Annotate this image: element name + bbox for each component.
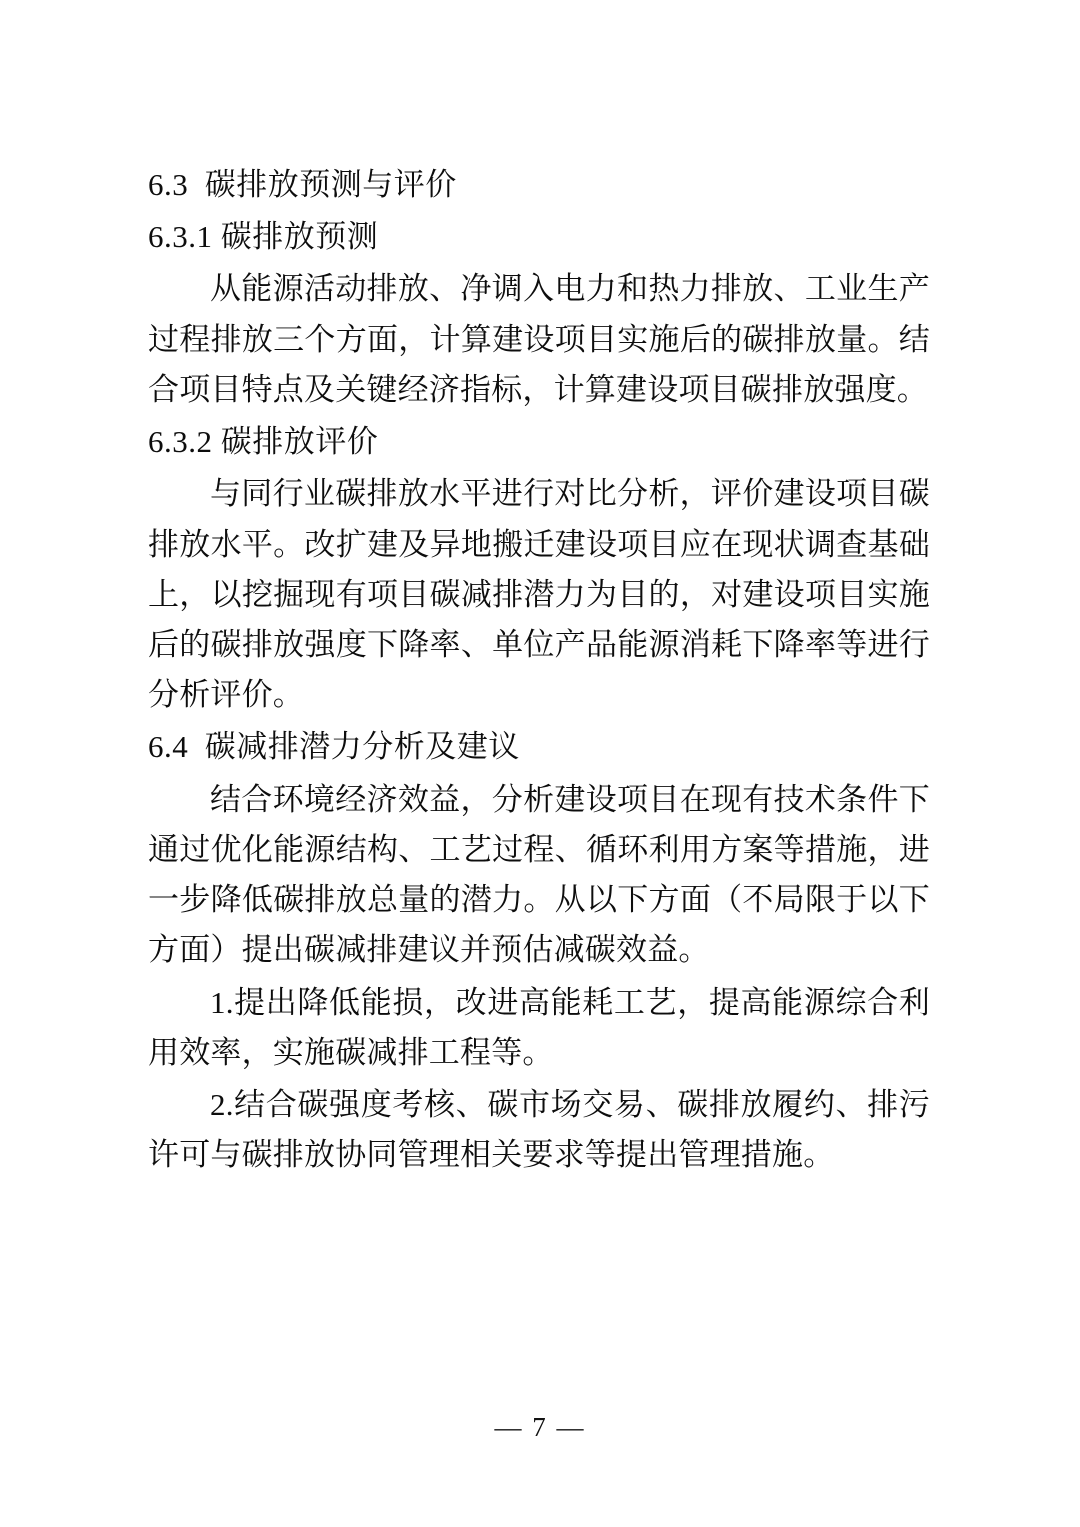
list-item: 1.提出降低能损，改进高能耗工艺，提高能源综合利用效率，实施碳减排工程等。 bbox=[148, 984, 930, 1070]
page-number: — 7 — bbox=[494, 1412, 586, 1442]
list-item: 2.结合碳强度考核、碳市场交易、碳排放履约、排污许可与碳排放协同管理相关要求等提出管理措施。 bbox=[148, 1086, 930, 1173]
section-heading-6-3-2: 6.3.2 碳排放评价 bbox=[148, 424, 379, 460]
section-heading-6-4: 6.4 碳减排潜力分析及建议 bbox=[148, 729, 520, 765]
paragraph-6-3-2: 与同行业碳排放水平进行对比分析，评价建设项目碳排放水平。改扩建及异地搬迁建设项目应在现状调查基础上，以挖掘现有项目碳减排潜力为目的，对建设项目实施后的碳排放强度下降率、单位产品能源消耗下降率等进行分析评价。 bbox=[148, 476, 930, 713]
paragraph-6-4: 结合环境经济效益，分析建设项目在现有技术条件下通过优化能源结构、工艺过程、循环利用方案等措施，进一步降低碳排放总量的潜力。从以下方面（不局限于以下方面）提出碳减排建议并预估减碳效益。 bbox=[148, 781, 930, 968]
section-heading-6-3-1: 6.3.1 碳排放预测 bbox=[148, 219, 379, 255]
section-heading-6-3: 6.3 碳排放预测与评价 bbox=[148, 167, 457, 202]
paragraph-6-3-1: 从能源活动排放、净调入电力和热力排放、工业生产过程排放三个方面，计算建设项目实施后的碳排放量。结合项目特点及关键经济指标，计算建设项目碳排放强度。 bbox=[148, 271, 930, 407]
